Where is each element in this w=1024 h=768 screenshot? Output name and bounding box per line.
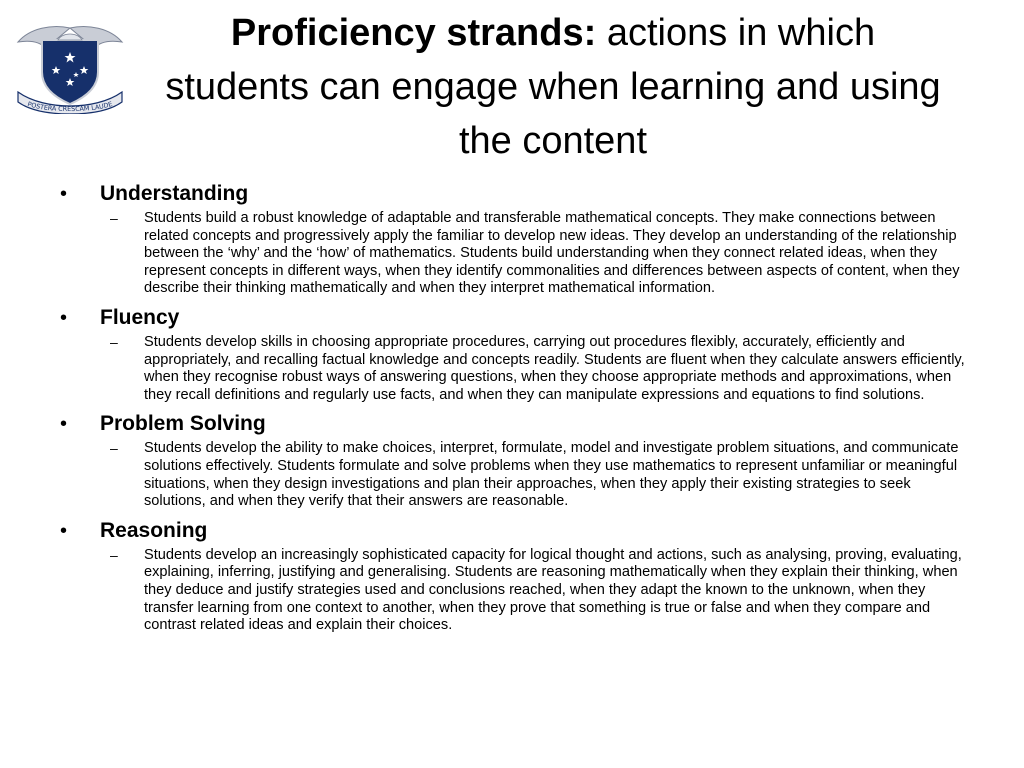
- section-heading: Reasoning: [100, 518, 208, 542]
- title-bold: Proficiency strands:: [230, 12, 597, 54]
- dash-icon: –: [110, 210, 118, 226]
- logo-motto: POSTERA CRESCAM LAUDE: [26, 100, 114, 114]
- bullet-icon: •: [60, 183, 68, 205]
- section-fluency: [60, 304, 970, 404]
- section-text: Students build a robust knowledge of adaptable and transferable mathematical concepts. They make connections between related concepts and progressively apply the familiar to develop new ideas. They develop an understanding of the relationship between the ‘why’ and the ‘how’ of mathematics. Students build understanding when they connect related ideas, when they represent concepts in different ways, when they identify commonalities and differences between aspects of content, when they describe their thinking mathematically and when they interpret mathematical information.: [144, 210, 960, 297]
- section-understanding: [60, 180, 970, 298]
- university-crest-logo: [12, 22, 128, 114]
- bullet-row: [60, 180, 970, 210]
- bullet-row: [60, 304, 970, 334]
- dash-icon: –: [110, 546, 118, 563]
- dash-icon: –: [110, 440, 118, 457]
- title-rest: actions in which students can engage when learning and using the content: [165, 12, 941, 162]
- sub-bullet-row: [110, 210, 970, 298]
- sub-bullet-row: [110, 440, 970, 510]
- sub-bullet-row: [110, 547, 970, 635]
- bullet-row: [60, 517, 970, 547]
- section-heading: Problem Solving: [100, 412, 266, 436]
- section-reasoning: [60, 517, 970, 635]
- section-heading: Understanding: [100, 182, 249, 205]
- section-problem-solving: [60, 410, 970, 510]
- section-heading: Fluency: [100, 305, 180, 329]
- section-text: Students develop an increasingly sophisticated capacity for logical thought and actions, such as analysing, proving, evaluating, explaining, inferring, justifying and generalising. Students are reasoning mathematically when they explain their thinking, when they deduce and justify strategies used and conclusions reached, when they adapt the known to the unknown, when they transfer learning from one context to another, when they prove that something is true or false and when they compare and contrast related ideas and explain their choices.: [144, 546, 962, 634]
- bullet-icon: •: [60, 306, 68, 329]
- slide-title: [160, 6, 946, 168]
- bullet-icon: •: [60, 413, 68, 436]
- dash-icon: –: [110, 333, 118, 350]
- section-text: Students develop skills in choosing appropriate procedures, carrying out procedures flexibly, accurately, efficiently and appropriately, and recalling factual knowledge and concepts readily. Students are fluent when they calculate answers efficiently, when they recognise robust ways of answering questions, when they choose appropriate methods and approximations, when they recall definitions and regularly use facts, and when they can manipulate expressions and equations to find solutions.: [144, 333, 965, 403]
- bullet-icon: •: [60, 519, 68, 542]
- bullet-row: [60, 410, 970, 440]
- bullet-list: [60, 180, 970, 641]
- section-text: Students develop the ability to make choices, interpret, formulate, model and investigate problem situations, and communicate solutions effectively. Students formulate and solve problems when they use mathematics to represent unfamiliar or meaningful situations, when they design investigations and plan their approaches, when they apply their existing strategies to seek solutions, and when they verify that their answers are reasonable.: [144, 440, 959, 510]
- sub-bullet-row: [110, 334, 970, 404]
